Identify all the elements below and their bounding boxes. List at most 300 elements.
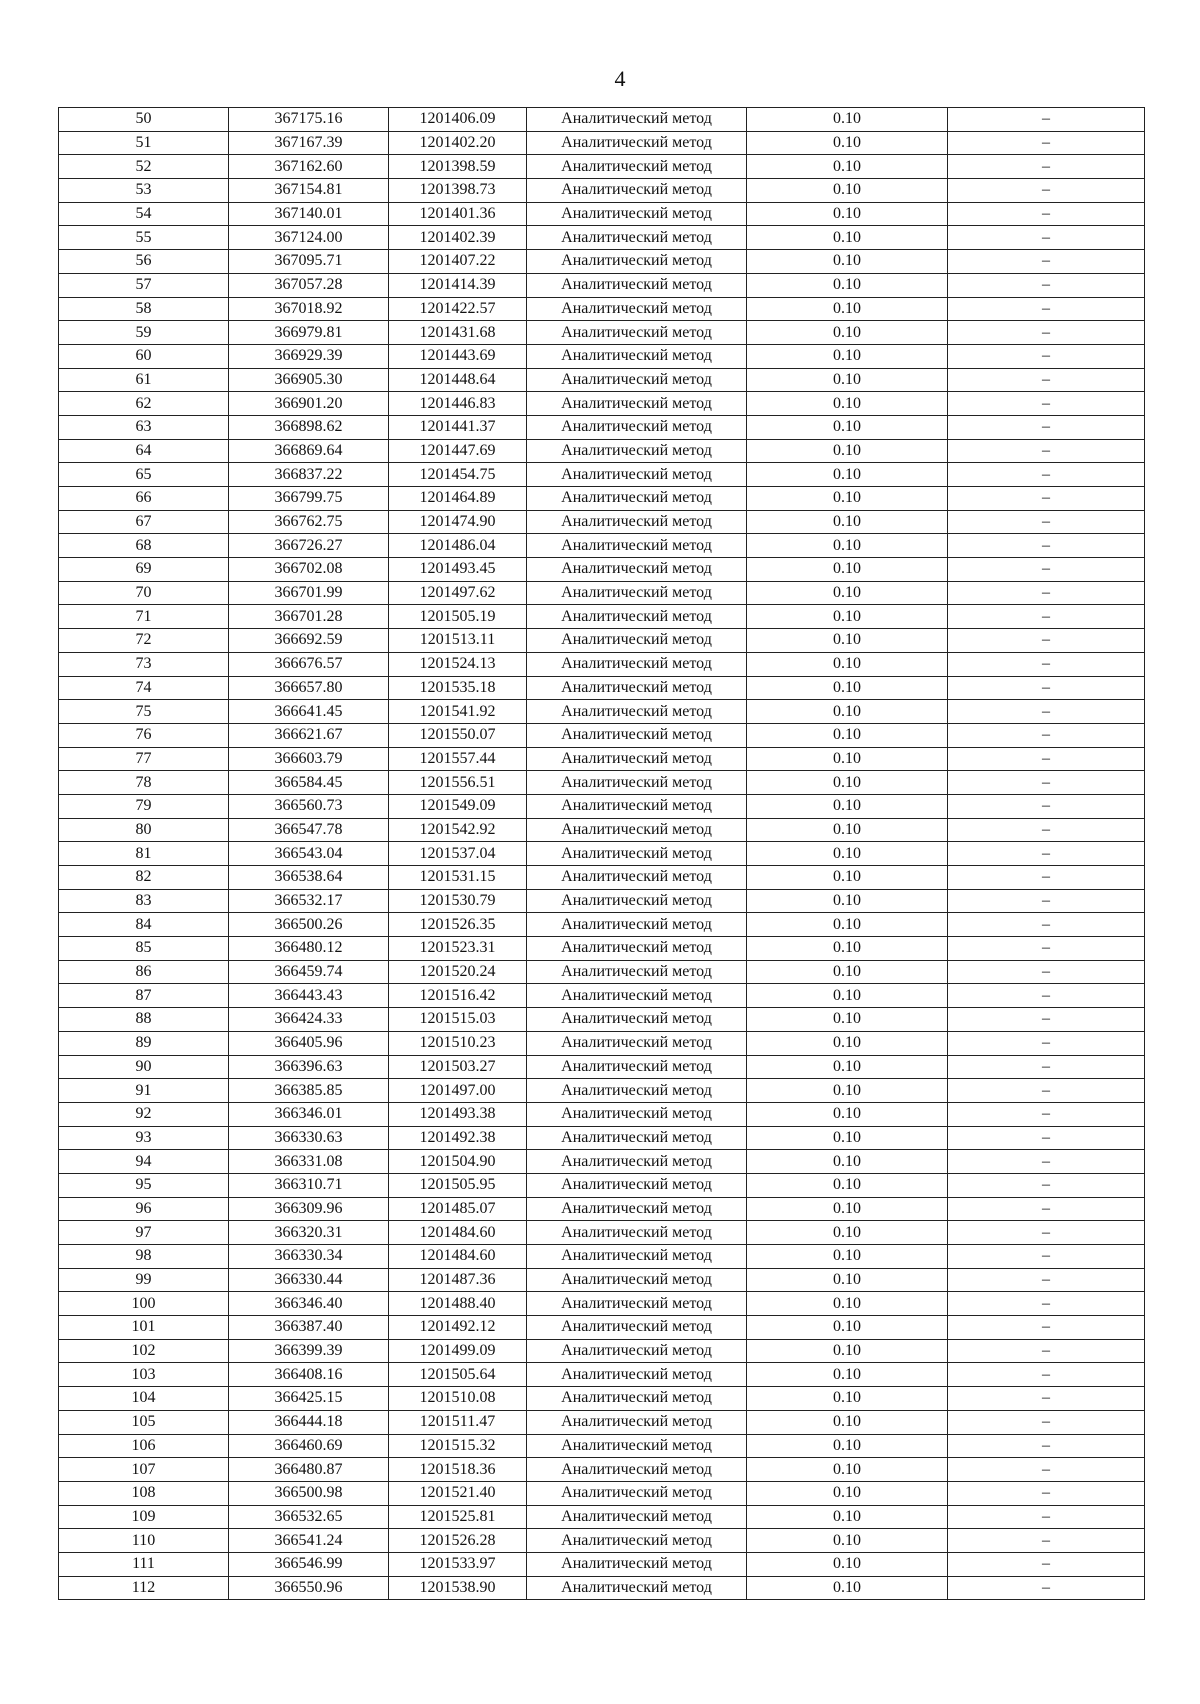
x-coordinate-cell: 366538.64 <box>229 866 389 890</box>
x-coordinate-cell: 366532.17 <box>229 889 389 913</box>
precision-cell: 0.10 <box>747 250 948 274</box>
x-coordinate-cell: 366550.96 <box>229 1576 389 1600</box>
method-cell: Аналитический метод <box>527 1576 747 1600</box>
x-coordinate-cell: 366676.57 <box>229 652 389 676</box>
x-coordinate-cell: 366901.20 <box>229 392 389 416</box>
table-row <box>59 1363 1145 1387</box>
table-row <box>59 676 1145 700</box>
note-cell: – <box>948 1173 1145 1197</box>
note-cell: – <box>948 1339 1145 1363</box>
point-number-cell: 110 <box>59 1529 229 1553</box>
x-coordinate-cell: 366330.63 <box>229 1126 389 1150</box>
x-coordinate-cell: 366905.30 <box>229 368 389 392</box>
precision-cell: 0.10 <box>747 510 948 534</box>
x-coordinate-cell: 366837.22 <box>229 463 389 487</box>
method-cell: Аналитический метод <box>527 1221 747 1245</box>
x-coordinate-cell: 367167.39 <box>229 131 389 155</box>
method-cell: Аналитический метод <box>527 960 747 984</box>
note-cell: – <box>948 534 1145 558</box>
note-cell: – <box>948 1245 1145 1269</box>
y-coordinate-cell: 1201525.81 <box>389 1505 527 1529</box>
table-row <box>59 1055 1145 1079</box>
point-number-cell: 79 <box>59 794 229 818</box>
x-coordinate-cell: 366799.75 <box>229 487 389 511</box>
y-coordinate-cell: 1201484.60 <box>389 1245 527 1269</box>
method-cell: Аналитический метод <box>527 1410 747 1434</box>
x-coordinate-cell: 366405.96 <box>229 1031 389 1055</box>
y-coordinate-cell: 1201530.79 <box>389 889 527 913</box>
method-cell: Аналитический метод <box>527 344 747 368</box>
point-number-cell: 93 <box>59 1126 229 1150</box>
y-coordinate-cell: 1201492.38 <box>389 1126 527 1150</box>
precision-cell: 0.10 <box>747 1505 948 1529</box>
precision-cell: 0.10 <box>747 960 948 984</box>
x-coordinate-cell: 366385.85 <box>229 1079 389 1103</box>
method-cell: Аналитический метод <box>527 415 747 439</box>
x-coordinate-cell: 366443.43 <box>229 984 389 1008</box>
method-cell: Аналитический метод <box>527 250 747 274</box>
table-row <box>59 1505 1145 1529</box>
note-cell: – <box>948 415 1145 439</box>
note-cell: – <box>948 510 1145 534</box>
x-coordinate-cell: 366603.79 <box>229 747 389 771</box>
point-number-cell: 107 <box>59 1458 229 1482</box>
note-cell: – <box>948 1576 1145 1600</box>
y-coordinate-cell: 1201518.36 <box>389 1458 527 1482</box>
y-coordinate-cell: 1201531.15 <box>389 866 527 890</box>
x-coordinate-cell: 366584.45 <box>229 771 389 795</box>
point-number-cell: 71 <box>59 605 229 629</box>
note-cell: – <box>948 937 1145 961</box>
point-number-cell: 108 <box>59 1481 229 1505</box>
method-cell: Аналитический метод <box>527 1434 747 1458</box>
method-cell: Аналитический метод <box>527 1245 747 1269</box>
x-coordinate-cell: 366399.39 <box>229 1339 389 1363</box>
y-coordinate-cell: 1201549.09 <box>389 794 527 818</box>
table-row <box>59 629 1145 653</box>
note-cell: – <box>948 676 1145 700</box>
note-cell: – <box>948 1126 1145 1150</box>
x-coordinate-cell: 366546.99 <box>229 1552 389 1576</box>
table-row <box>59 273 1145 297</box>
point-number-cell: 88 <box>59 1008 229 1032</box>
note-cell: – <box>948 463 1145 487</box>
y-coordinate-cell: 1201499.09 <box>389 1339 527 1363</box>
table-row <box>59 1292 1145 1316</box>
note-cell: – <box>948 1410 1145 1434</box>
precision-cell: 0.10 <box>747 1339 948 1363</box>
point-number-cell: 75 <box>59 700 229 724</box>
point-number-cell: 70 <box>59 581 229 605</box>
x-coordinate-cell: 366701.99 <box>229 581 389 605</box>
y-coordinate-cell: 1201488.40 <box>389 1292 527 1316</box>
x-coordinate-cell: 366532.65 <box>229 1505 389 1529</box>
x-coordinate-cell: 366726.27 <box>229 534 389 558</box>
note-cell: – <box>948 226 1145 250</box>
point-number-cell: 50 <box>59 108 229 132</box>
y-coordinate-cell: 1201556.51 <box>389 771 527 795</box>
table-row <box>59 1197 1145 1221</box>
method-cell: Аналитический метод <box>527 202 747 226</box>
table-row <box>59 1576 1145 1600</box>
method-cell: Аналитический метод <box>527 1008 747 1032</box>
method-cell: Аналитический метод <box>527 818 747 842</box>
point-number-cell: 73 <box>59 652 229 676</box>
table-row <box>59 392 1145 416</box>
x-coordinate-cell: 366460.69 <box>229 1434 389 1458</box>
point-number-cell: 57 <box>59 273 229 297</box>
y-coordinate-cell: 1201398.59 <box>389 155 527 179</box>
y-coordinate-cell: 1201541.92 <box>389 700 527 724</box>
table-row <box>59 1008 1145 1032</box>
point-number-cell: 76 <box>59 723 229 747</box>
method-cell: Аналитический метод <box>527 558 747 582</box>
method-cell: Аналитический метод <box>527 1055 747 1079</box>
method-cell: Аналитический метод <box>527 368 747 392</box>
y-coordinate-cell: 1201407.22 <box>389 250 527 274</box>
y-coordinate-cell: 1201505.64 <box>389 1363 527 1387</box>
y-coordinate-cell: 1201493.38 <box>389 1102 527 1126</box>
method-cell: Аналитический метод <box>527 487 747 511</box>
y-coordinate-cell: 1201557.44 <box>389 747 527 771</box>
page-number: 4 <box>614 66 626 91</box>
point-number-cell: 94 <box>59 1150 229 1174</box>
note-cell: – <box>948 487 1145 511</box>
table-row <box>59 937 1145 961</box>
table-row <box>59 1221 1145 1245</box>
precision-cell: 0.10 <box>747 108 948 132</box>
method-cell: Аналитический метод <box>527 131 747 155</box>
precision-cell: 0.10 <box>747 1481 948 1505</box>
y-coordinate-cell: 1201538.90 <box>389 1576 527 1600</box>
point-number-cell: 104 <box>59 1387 229 1411</box>
precision-cell: 0.10 <box>747 131 948 155</box>
precision-cell: 0.10 <box>747 1126 948 1150</box>
method-cell: Аналитический метод <box>527 392 747 416</box>
note-cell: – <box>948 179 1145 203</box>
y-coordinate-cell: 1201523.31 <box>389 937 527 961</box>
table-row <box>59 581 1145 605</box>
coordinates-table-body <box>59 108 1145 1600</box>
precision-cell: 0.10 <box>747 1552 948 1576</box>
precision-cell: 0.10 <box>747 155 948 179</box>
table-row <box>59 463 1145 487</box>
method-cell: Аналитический метод <box>527 1150 747 1174</box>
point-number-cell: 89 <box>59 1031 229 1055</box>
precision-cell: 0.10 <box>747 297 948 321</box>
note-cell: – <box>948 581 1145 605</box>
precision-cell: 0.10 <box>747 1410 948 1434</box>
point-number-cell: 59 <box>59 321 229 345</box>
precision-cell: 0.10 <box>747 439 948 463</box>
x-coordinate-cell: 366547.78 <box>229 818 389 842</box>
x-coordinate-cell: 366331.08 <box>229 1150 389 1174</box>
note-cell: – <box>948 1102 1145 1126</box>
precision-cell: 0.10 <box>747 1008 948 1032</box>
y-coordinate-cell: 1201464.89 <box>389 487 527 511</box>
x-coordinate-cell: 367162.60 <box>229 155 389 179</box>
precision-cell: 0.10 <box>747 1458 948 1482</box>
point-number-cell: 65 <box>59 463 229 487</box>
y-coordinate-cell: 1201422.57 <box>389 297 527 321</box>
table-row <box>59 1434 1145 1458</box>
point-number-cell: 101 <box>59 1316 229 1340</box>
table-row <box>59 1529 1145 1553</box>
table-row <box>59 700 1145 724</box>
point-number-cell: 54 <box>59 202 229 226</box>
x-coordinate-cell: 366330.34 <box>229 1245 389 1269</box>
method-cell: Аналитический метод <box>527 226 747 250</box>
y-coordinate-cell: 1201446.83 <box>389 392 527 416</box>
note-cell: – <box>948 1197 1145 1221</box>
table-row <box>59 179 1145 203</box>
y-coordinate-cell: 1201497.62 <box>389 581 527 605</box>
note-cell: – <box>948 1268 1145 1292</box>
precision-cell: 0.10 <box>747 487 948 511</box>
precision-cell: 0.10 <box>747 1529 948 1553</box>
note-cell: – <box>948 202 1145 226</box>
x-coordinate-cell: 366310.71 <box>229 1173 389 1197</box>
y-coordinate-cell: 1201520.24 <box>389 960 527 984</box>
y-coordinate-cell: 1201492.12 <box>389 1316 527 1340</box>
precision-cell: 0.10 <box>747 179 948 203</box>
method-cell: Аналитический метод <box>527 723 747 747</box>
point-number-cell: 81 <box>59 842 229 866</box>
method-cell: Аналитический метод <box>527 984 747 1008</box>
table-row <box>59 605 1145 629</box>
method-cell: Аналитический метод <box>527 155 747 179</box>
y-coordinate-cell: 1201505.95 <box>389 1173 527 1197</box>
table-row <box>59 534 1145 558</box>
x-coordinate-cell: 366346.40 <box>229 1292 389 1316</box>
point-number-cell: 86 <box>59 960 229 984</box>
x-coordinate-cell: 366425.15 <box>229 1387 389 1411</box>
method-cell: Аналитический метод <box>527 1292 747 1316</box>
point-number-cell: 111 <box>59 1552 229 1576</box>
table-row <box>59 771 1145 795</box>
note-cell: – <box>948 1552 1145 1576</box>
x-coordinate-cell: 366500.26 <box>229 913 389 937</box>
precision-cell: 0.10 <box>747 794 948 818</box>
point-number-cell: 85 <box>59 937 229 961</box>
precision-cell: 0.10 <box>747 1292 948 1316</box>
point-number-cell: 62 <box>59 392 229 416</box>
x-coordinate-cell: 366560.73 <box>229 794 389 818</box>
precision-cell: 0.10 <box>747 558 948 582</box>
precision-cell: 0.10 <box>747 1055 948 1079</box>
method-cell: Аналитический метод <box>527 629 747 653</box>
y-coordinate-cell: 1201484.60 <box>389 1221 527 1245</box>
precision-cell: 0.10 <box>747 463 948 487</box>
method-cell: Аналитический метод <box>527 1387 747 1411</box>
method-cell: Аналитический метод <box>527 1458 747 1482</box>
x-coordinate-cell: 367018.92 <box>229 297 389 321</box>
point-number-cell: 84 <box>59 913 229 937</box>
table-row <box>59 250 1145 274</box>
method-cell: Аналитический метод <box>527 889 747 913</box>
note-cell: – <box>948 984 1145 1008</box>
y-coordinate-cell: 1201511.47 <box>389 1410 527 1434</box>
table-row <box>59 960 1145 984</box>
table-row <box>59 321 1145 345</box>
method-cell: Аналитический метод <box>527 1363 747 1387</box>
y-coordinate-cell: 1201406.09 <box>389 108 527 132</box>
x-coordinate-cell: 366541.24 <box>229 1529 389 1553</box>
method-cell: Аналитический метод <box>527 794 747 818</box>
note-cell: – <box>948 1221 1145 1245</box>
x-coordinate-cell: 366543.04 <box>229 842 389 866</box>
point-number-cell: 109 <box>59 1505 229 1529</box>
x-coordinate-cell: 366309.96 <box>229 1197 389 1221</box>
note-cell: – <box>948 439 1145 463</box>
point-number-cell: 58 <box>59 297 229 321</box>
table-row <box>59 1481 1145 1505</box>
x-coordinate-cell: 366641.45 <box>229 700 389 724</box>
precision-cell: 0.10 <box>747 1268 948 1292</box>
y-coordinate-cell: 1201398.73 <box>389 179 527 203</box>
point-number-cell: 98 <box>59 1245 229 1269</box>
method-cell: Аналитический метод <box>527 1102 747 1126</box>
point-number-cell: 77 <box>59 747 229 771</box>
x-coordinate-cell: 367140.01 <box>229 202 389 226</box>
method-cell: Аналитический метод <box>527 652 747 676</box>
note-cell: – <box>948 155 1145 179</box>
table-row <box>59 1173 1145 1197</box>
table-row <box>59 1150 1145 1174</box>
precision-cell: 0.10 <box>747 889 948 913</box>
y-coordinate-cell: 1201535.18 <box>389 676 527 700</box>
x-coordinate-cell: 366346.01 <box>229 1102 389 1126</box>
method-cell: Аналитический метод <box>527 273 747 297</box>
precision-cell: 0.10 <box>747 202 948 226</box>
x-coordinate-cell: 366480.87 <box>229 1458 389 1482</box>
note-cell: – <box>948 723 1145 747</box>
method-cell: Аналитический метод <box>527 463 747 487</box>
table-row <box>59 415 1145 439</box>
note-cell: – <box>948 1316 1145 1340</box>
method-cell: Аналитический метод <box>527 913 747 937</box>
x-coordinate-cell: 366701.28 <box>229 605 389 629</box>
x-coordinate-cell: 366387.40 <box>229 1316 389 1340</box>
table-row <box>59 1031 1145 1055</box>
note-cell: – <box>948 747 1145 771</box>
point-number-cell: 112 <box>59 1576 229 1600</box>
y-coordinate-cell: 1201515.32 <box>389 1434 527 1458</box>
method-cell: Аналитический метод <box>527 1079 747 1103</box>
precision-cell: 0.10 <box>747 1245 948 1269</box>
note-cell: – <box>948 273 1145 297</box>
precision-cell: 0.10 <box>747 534 948 558</box>
precision-cell: 0.10 <box>747 273 948 297</box>
note-cell: – <box>948 108 1145 132</box>
point-number-cell: 61 <box>59 368 229 392</box>
x-coordinate-cell: 367095.71 <box>229 250 389 274</box>
point-number-cell: 97 <box>59 1221 229 1245</box>
y-coordinate-cell: 1201504.90 <box>389 1150 527 1174</box>
note-cell: – <box>948 605 1145 629</box>
note-cell: – <box>948 889 1145 913</box>
table-row <box>59 439 1145 463</box>
y-coordinate-cell: 1201431.68 <box>389 321 527 345</box>
point-number-cell: 52 <box>59 155 229 179</box>
x-coordinate-cell: 366657.80 <box>229 676 389 700</box>
note-cell: – <box>948 297 1145 321</box>
method-cell: Аналитический метод <box>527 1126 747 1150</box>
note-cell: – <box>948 1505 1145 1529</box>
point-number-cell: 56 <box>59 250 229 274</box>
note-cell: – <box>948 629 1145 653</box>
x-coordinate-cell: 366762.75 <box>229 510 389 534</box>
point-number-cell: 100 <box>59 1292 229 1316</box>
table-row <box>59 368 1145 392</box>
table-row <box>59 1339 1145 1363</box>
x-coordinate-cell: 367175.16 <box>229 108 389 132</box>
precision-cell: 0.10 <box>747 1316 948 1340</box>
x-coordinate-cell: 367154.81 <box>229 179 389 203</box>
table-row <box>59 1102 1145 1126</box>
note-cell: – <box>948 1434 1145 1458</box>
note-cell: – <box>948 321 1145 345</box>
point-number-cell: 63 <box>59 415 229 439</box>
note-cell: – <box>948 913 1145 937</box>
y-coordinate-cell: 1201513.11 <box>389 629 527 653</box>
note-cell: – <box>948 1292 1145 1316</box>
y-coordinate-cell: 1201441.37 <box>389 415 527 439</box>
point-number-cell: 55 <box>59 226 229 250</box>
point-number-cell: 68 <box>59 534 229 558</box>
note-cell: – <box>948 1079 1145 1103</box>
precision-cell: 0.10 <box>747 392 948 416</box>
note-cell: – <box>948 368 1145 392</box>
method-cell: Аналитический метод <box>527 937 747 961</box>
precision-cell: 0.10 <box>747 1173 948 1197</box>
note-cell: – <box>948 344 1145 368</box>
note-cell: – <box>948 652 1145 676</box>
precision-cell: 0.10 <box>747 747 948 771</box>
table-row <box>59 889 1145 913</box>
table-row <box>59 202 1145 226</box>
precision-cell: 0.10 <box>747 1102 948 1126</box>
method-cell: Аналитический метод <box>527 1552 747 1576</box>
point-number-cell: 91 <box>59 1079 229 1103</box>
point-number-cell: 106 <box>59 1434 229 1458</box>
note-cell: – <box>948 1529 1145 1553</box>
point-number-cell: 103 <box>59 1363 229 1387</box>
x-coordinate-cell: 366929.39 <box>229 344 389 368</box>
point-number-cell: 96 <box>59 1197 229 1221</box>
y-coordinate-cell: 1201402.39 <box>389 226 527 250</box>
y-coordinate-cell: 1201526.28 <box>389 1529 527 1553</box>
method-cell: Аналитический метод <box>527 179 747 203</box>
x-coordinate-cell: 366408.16 <box>229 1363 389 1387</box>
point-number-cell: 95 <box>59 1173 229 1197</box>
y-coordinate-cell: 1201414.39 <box>389 273 527 297</box>
precision-cell: 0.10 <box>747 629 948 653</box>
note-cell: – <box>948 771 1145 795</box>
table-row <box>59 1410 1145 1434</box>
point-number-cell: 83 <box>59 889 229 913</box>
method-cell: Аналитический метод <box>527 534 747 558</box>
point-number-cell: 105 <box>59 1410 229 1434</box>
note-cell: – <box>948 700 1145 724</box>
method-cell: Аналитический метод <box>527 1197 747 1221</box>
method-cell: Аналитический метод <box>527 510 747 534</box>
note-cell: – <box>948 960 1145 984</box>
x-coordinate-cell: 366459.74 <box>229 960 389 984</box>
precision-cell: 0.10 <box>747 1031 948 1055</box>
precision-cell: 0.10 <box>747 321 948 345</box>
note-cell: – <box>948 250 1145 274</box>
